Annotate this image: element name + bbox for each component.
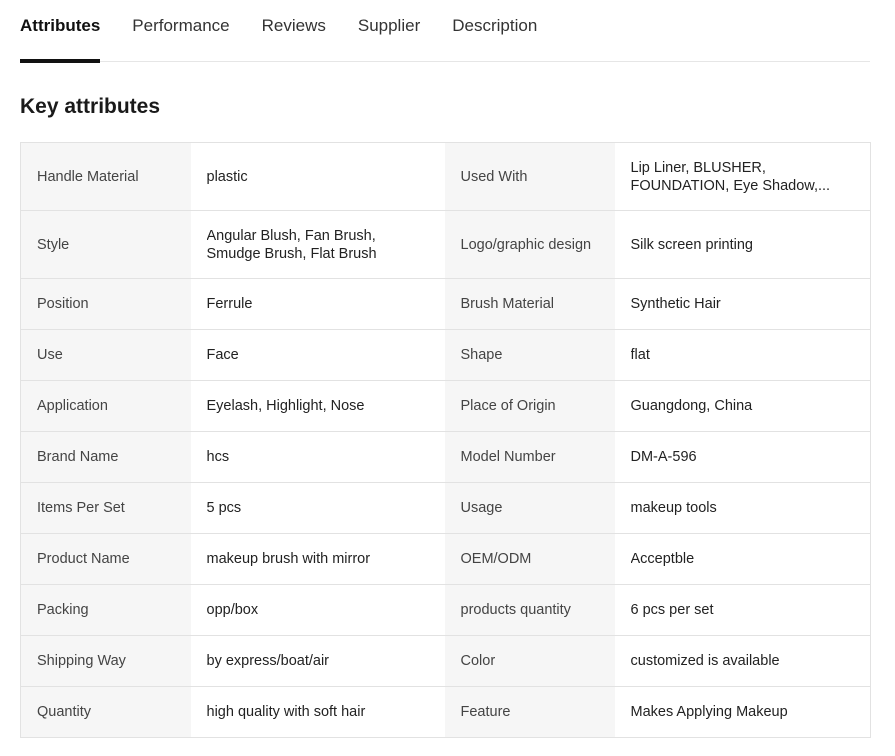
attr-value-text: Lip Liner, BLUSHER, FOUNDATION, Eye Shadow,...: [630, 159, 831, 194]
attr-value: [615, 585, 871, 636]
attr-value: [615, 211, 871, 279]
attr-key: [445, 279, 615, 330]
attr-value-text: Silk screen printing: [630, 236, 753, 253]
attr-key: [21, 483, 191, 534]
attr-key-text: Logo/graphic design: [460, 236, 592, 253]
attr-value-text: Eyelash, Highlight, Nose: [206, 398, 365, 414]
attr-key: [445, 534, 615, 585]
attr-key-text: Shipping Way: [37, 653, 126, 669]
attr-key: [445, 381, 615, 432]
attr-key: [21, 585, 191, 636]
attr-key: [445, 432, 615, 483]
attr-key-text: Style: [37, 236, 70, 253]
tab-attributes[interactable]: Attributes: [20, 0, 100, 62]
attr-key-text: Usage: [460, 500, 503, 516]
attr-value: [615, 330, 871, 381]
tab-performance[interactable]: Performance: [132, 16, 230, 35]
table-row: [21, 330, 871, 381]
attr-key-text: Color: [460, 653, 496, 669]
attr-key: [445, 483, 615, 534]
attr-key: [445, 330, 615, 381]
attr-value-text: opp/box: [206, 602, 259, 618]
attr-value: [615, 534, 871, 585]
table-row: [21, 211, 871, 279]
attr-key-text: Items Per Set: [37, 500, 125, 516]
attr-value: [615, 432, 871, 483]
attr-value: [191, 534, 445, 585]
attr-value: [615, 636, 871, 687]
attr-key: [445, 585, 615, 636]
attr-value: [191, 432, 445, 483]
attr-value-text: makeup tools: [630, 500, 717, 516]
attr-key-text: Handle Material: [37, 168, 139, 185]
attr-value: [191, 687, 445, 738]
attr-value-text: high quality with soft hair: [206, 704, 366, 720]
table-row: [21, 432, 871, 483]
attr-key: [21, 143, 191, 211]
attr-key-text: Position: [37, 296, 89, 312]
attr-value-text: plastic: [206, 168, 248, 185]
table-row: [21, 585, 871, 636]
attr-value: [615, 483, 871, 534]
attr-key-text: products quantity: [460, 602, 571, 618]
attr-key-text: Shape: [460, 347, 503, 363]
attr-key: [21, 432, 191, 483]
attr-value-text: 6 pcs per set: [630, 602, 714, 618]
attr-value-text: Angular Blush, Fan Brush, Smudge Brush, Flat Brush: [206, 227, 377, 262]
attr-key: [21, 381, 191, 432]
attr-key: [21, 636, 191, 687]
attr-value: [191, 636, 445, 687]
attr-key: [21, 330, 191, 381]
attr-key-text: Model Number: [460, 449, 556, 465]
attr-key-text: Feature: [460, 704, 511, 720]
attr-value-text: Synthetic Hair: [630, 296, 721, 312]
attr-value-text: Face: [206, 347, 239, 363]
table-row: [21, 636, 871, 687]
attr-value-text: Makes Applying Makeup: [630, 704, 788, 720]
attr-key-text: Quantity: [37, 704, 91, 720]
table-row: [21, 483, 871, 534]
attr-key-text: Packing: [37, 602, 89, 618]
attr-value: [191, 381, 445, 432]
attr-value-text: DM-A-596: [630, 449, 697, 465]
attr-key-text: Use: [37, 347, 63, 363]
attr-key-text: OEM/ODM: [460, 551, 532, 567]
attr-key: [445, 636, 615, 687]
attr-key: [21, 211, 191, 279]
attr-value: [615, 381, 871, 432]
attr-key-text: Application: [37, 398, 108, 414]
attr-value-text: flat: [630, 347, 650, 363]
attr-value-text: hcs: [206, 449, 230, 465]
table-row: [21, 534, 871, 585]
attr-key: [445, 687, 615, 738]
table-row: [21, 687, 871, 738]
attr-value: [191, 483, 445, 534]
attr-key: [445, 211, 615, 279]
attr-value: [615, 143, 871, 211]
tab-description[interactable]: Description: [452, 16, 538, 35]
attr-key-text: Product Name: [37, 551, 130, 567]
attr-value: [191, 585, 445, 636]
attr-value-text: makeup brush with mirror: [206, 551, 371, 567]
attr-key-text: Brush Material: [460, 296, 554, 312]
attr-value-text: 5 pcs: [206, 500, 242, 516]
tab-bar: [20, 0, 870, 62]
table-row: [21, 279, 871, 330]
attr-value: [615, 279, 871, 330]
tab-supplier[interactable]: Supplier: [357, 16, 421, 35]
attr-value-text: Acceptble: [630, 551, 695, 567]
attr-value-text: Ferrule: [206, 296, 253, 312]
key-attributes-table: [20, 142, 871, 738]
attr-value-text: Guangdong, China: [630, 398, 753, 414]
attr-key: [445, 143, 615, 211]
attr-value: [615, 687, 871, 738]
attr-key-text: Place of Origin: [460, 398, 556, 414]
attr-value: [191, 211, 445, 279]
attr-key: [21, 534, 191, 585]
attr-value-text: customized is available: [630, 653, 780, 669]
table-row: [21, 381, 871, 432]
tab-reviews[interactable]: Reviews: [261, 16, 326, 35]
attr-key: [21, 687, 191, 738]
attr-value: [191, 330, 445, 381]
attr-key-text: Brand Name: [37, 449, 119, 465]
attr-key: [21, 279, 191, 330]
attr-value: [191, 279, 445, 330]
attr-value-text: by express/boat/air: [206, 653, 330, 669]
attr-value: [191, 143, 445, 211]
section-title: Key attributes: [20, 95, 161, 118]
table-row: [21, 143, 871, 211]
attr-key-text: Used With: [460, 168, 528, 185]
